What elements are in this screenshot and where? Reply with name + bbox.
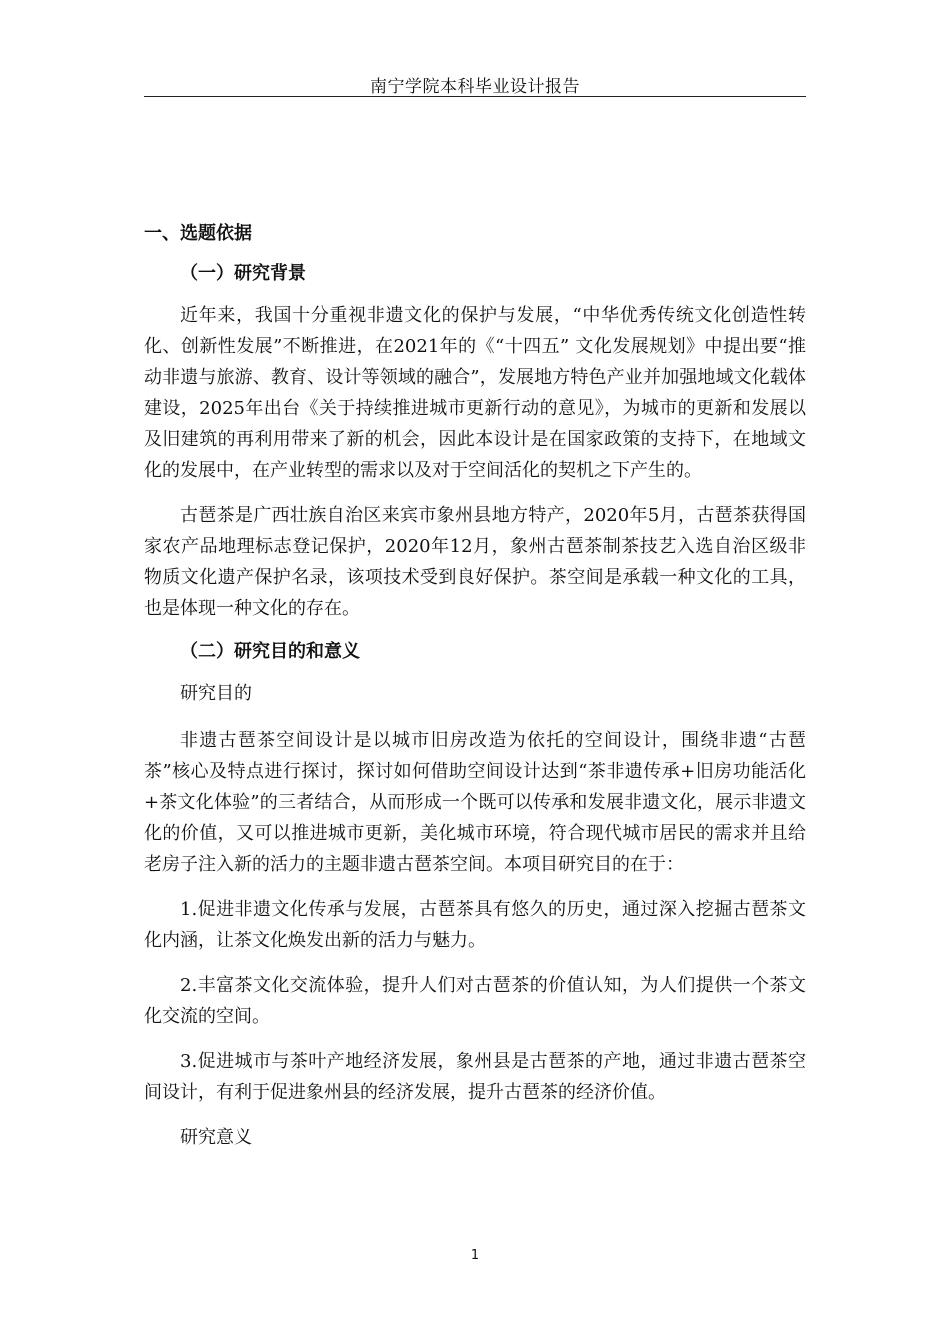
- paragraph-background-2: 古琶茶是广西壮族自治区来宾市象州县地方特产，2020年5月，古琶茶获得国家农产品地理标志登记保护，2020年12月，象州古琶茶制茶技艺入选自治区级非物质文化遗产保护名录，该项技术受到良好保护。茶空间是承载一种文化的工具，也是体现一种文化的存在。: [144, 505, 806, 619]
- header-divider: [144, 96, 806, 97]
- paragraph-purpose: 非遗古琶茶空间设计是以城市旧房改造为依托的空间设计，围绕非遗“古琶茶”核心及特点进行探讨，探讨如何借助空间设计达到“茶非遗传承+旧房功能活化+茶文化体验”的三者结合，从而形成一个既可以传承和发展非遗文化，展示非遗文化的价值，又可以推进城市更新，美化城市环境，符合现代城市居民的需求并且给老房子注入新的活力的主题非遗古琶茶空间。本项目研究目的在于：: [144, 730, 806, 875]
- section-heading: 一、选题依据: [144, 223, 252, 244]
- list-item-2: 2.丰富茶文化交流体验，提升人们对古琶茶的价值认知，为人们提供一个茶文化交流的空间。: [144, 975, 806, 1027]
- document-body: [144, 220, 806, 1169]
- page-number: 1: [470, 1248, 480, 1263]
- subsection-heading-purpose: （二）研究目的和意义: [180, 641, 360, 662]
- paragraph-background-1: 近年来，我国十分重视非遗文化的保护与发展，“中华优秀传统文化创造性转化、创新性发展”不断推进，在2021年的《“十四五” 文化发展规划》中提出要“推动非遗与旅游、教育、设计等领域的融合”，发展地方特色产业并加强地域文化载体建设，2025年出台《关于持续推进城市更新行动的意见》，为城市的更新和发展以及旧建筑的再利用带来了新的机会，因此本设计是在国家政策的支持下，在地域文化的发展中，在产业转型的需求以及对于空间活化的契机之下产生的。: [144, 305, 806, 481]
- list-item-3: 3.促进城市与茶叶产地经济发展，象州县是古琶茶的产地，通过非遗古琶茶空间设计，有利于促进象州县的经济发展，提升古琶茶的经济价值。: [144, 1051, 806, 1103]
- label-research-significance: 研究意义: [180, 1127, 252, 1148]
- page-header-title: 南宁学院本科毕业设计报告: [370, 77, 580, 97]
- label-research-purpose: 研究目的: [180, 683, 252, 704]
- list-item-1: 1.促进非遗文化传承与发展，古琶茶具有悠久的历史，通过深入挖掘古琶茶文化内涵，让茶文化焕发出新的活力与魅力。: [144, 899, 806, 951]
- subsection-heading-background: （一）研究背景: [180, 263, 306, 284]
